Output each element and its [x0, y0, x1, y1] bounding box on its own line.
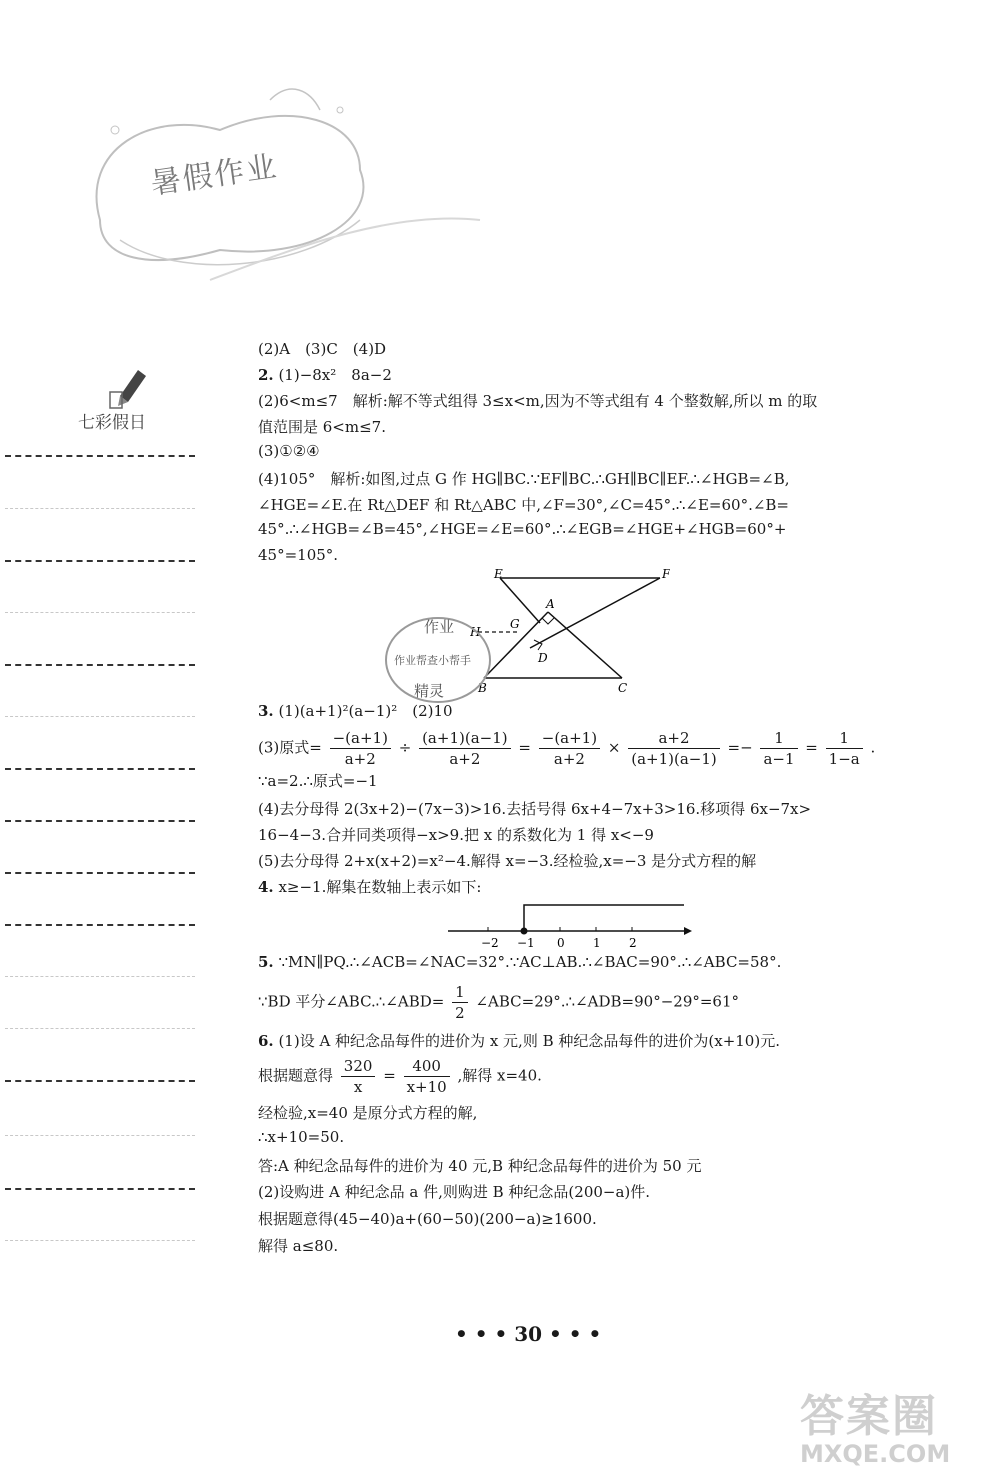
answer-line	[5, 455, 195, 457]
numerator: 320	[341, 1056, 376, 1077]
denominator: a+2	[449, 750, 481, 768]
answer-text: (2)6<m≤7 解析:解不等式组得 3≤x<m,因为不等式组有 4 个整数解,所以 m 的取	[258, 392, 818, 410]
label-H: H	[470, 625, 481, 639]
header-title: 暑假作业	[148, 149, 281, 202]
answer-line	[5, 976, 195, 977]
denominator: 2	[455, 1004, 465, 1022]
fraction	[330, 728, 391, 769]
question-number: 2.	[258, 366, 274, 384]
tick-label: 0	[557, 936, 565, 950]
answer-text: ∵a=2.∴原式=−1	[258, 772, 378, 790]
operator: ×	[607, 738, 621, 757]
numerator: 1	[452, 982, 468, 1003]
question-number: 6.	[258, 1032, 274, 1050]
answer-text	[258, 1030, 780, 1051]
answer-line	[5, 664, 195, 666]
denominator: a+2	[553, 750, 585, 768]
fraction	[341, 1056, 376, 1097]
answer-text: ∠ABC=29°.∴∠ADB=90°−29°=61°	[475, 992, 740, 1011]
label-D: D	[538, 651, 548, 665]
answer-text: (1)−8x² 8a−2	[273, 366, 392, 384]
answer-line	[5, 872, 195, 874]
answer-text: ∵MN∥PQ.∴∠ACB=∠NAC=32°.∵AC⊥AB.∴∠BAC=90°.∴∠ABC=58°.	[273, 953, 782, 971]
right-angle-A	[542, 618, 554, 624]
math-expression	[258, 728, 875, 769]
tick-label: 1	[593, 936, 601, 950]
answer-text: 值范围是 6<m≤7.	[258, 418, 386, 436]
answer-text: ∵BD 平分∠ABC.∴∠ABD=	[258, 992, 445, 1011]
answer-line	[5, 508, 195, 509]
number-line	[448, 893, 698, 953]
fraction	[452, 982, 468, 1023]
label-B: B	[478, 681, 487, 695]
answer-line	[5, 560, 195, 562]
answer-text: 45°.∴∠HGB=∠B=45°,∠HGE=∠E=60°.∴∠EGB=∠HGE+∠HGB=60°+	[258, 520, 787, 538]
answer-text: (2)A (3)C (4)D	[258, 340, 387, 358]
answer-text: (2)设购进 A 种纪念品 a 件,则购进 B 种纪念品(200−a)件.	[258, 1183, 651, 1201]
answer-line	[5, 820, 195, 822]
operator: ÷	[398, 738, 412, 757]
answer-text: 根据题意得(45−40)a+(60−50)(200−a)≥1600.	[258, 1210, 597, 1228]
header-ornament	[60, 70, 500, 300]
segment-ED	[500, 578, 540, 623]
answer-text	[258, 364, 392, 385]
question-number: 3.	[258, 702, 274, 720]
label-C: C	[618, 681, 628, 695]
label-A: A	[546, 597, 555, 611]
denominator: a+2	[344, 750, 376, 768]
watermark-url: MXQE.COM	[800, 1440, 951, 1468]
stamp-text: 精灵	[414, 682, 445, 700]
site-watermark	[800, 1380, 995, 1466]
answer-text: 经检验,x=40 是原分式方程的解,	[258, 1104, 478, 1122]
answer-text: 45°=105°.	[258, 546, 339, 564]
denominator: (a+1)(a−1)	[631, 750, 717, 768]
fraction	[404, 1056, 450, 1097]
answer-text: (5)去分母得 2+x(x+2)=x²−4.解得 x=−3.经检验,x=−3 是分式方程的解	[258, 852, 757, 870]
fraction	[419, 728, 511, 769]
numerator: 1	[826, 728, 863, 749]
stamp-text: 作业帮查小帮手	[394, 654, 471, 667]
answer-text: (1)(a+1)²(a−1)² (2)10	[273, 702, 453, 720]
answer-text: ∠HGE=∠E.在 Rt△DEF 和 Rt△ABC 中,∠F=30°,∠C=45°.∴∠E=60°.∠B=	[258, 496, 789, 514]
answer-line	[5, 1080, 195, 1082]
numerator: −(a+1)	[539, 728, 600, 749]
question-number: 4.	[258, 878, 274, 896]
expression-end: .	[870, 738, 876, 757]
denominator: 1−a	[828, 750, 860, 768]
numerator: (a+1)(a−1)	[419, 728, 511, 749]
denominator: x	[353, 1078, 363, 1096]
operator: =	[383, 1066, 396, 1085]
answer-line	[5, 1135, 195, 1136]
solution-bracket	[524, 905, 684, 931]
answer-text	[258, 700, 453, 721]
answer-line	[5, 924, 195, 926]
numerator: a+2	[628, 728, 720, 749]
math-expression	[258, 1056, 542, 1097]
answer-line	[5, 768, 195, 770]
answer-line	[5, 1028, 195, 1029]
expression-prefix: (3)原式=	[258, 738, 322, 757]
answer-text: (4)去分母得 2(3x+2)−(7x−3)>16.去括号得 6x+4−7x+3>16.移项得 6x−7x>	[258, 800, 812, 818]
label-E: E	[494, 568, 503, 581]
answer-text: 解得 a≤80.	[258, 1237, 339, 1255]
math-expression	[258, 982, 739, 1023]
answer-line	[5, 1240, 195, 1241]
fraction	[628, 728, 720, 769]
stamp-watermark	[382, 610, 494, 710]
answer-text: ,解得 x=40.	[457, 1066, 542, 1085]
stamp-text: 作业	[424, 618, 455, 636]
geometry-figure	[470, 568, 670, 698]
answer-text: 根据题意得	[258, 1066, 334, 1085]
answer-text	[258, 953, 781, 971]
denominator: a−1	[763, 750, 795, 768]
operator: =	[805, 738, 818, 757]
fraction	[760, 728, 797, 769]
sidebar-label: 七彩假日	[78, 413, 146, 433]
operator: =	[518, 738, 531, 757]
tick-label: 2	[629, 936, 637, 950]
answer-line	[5, 716, 195, 717]
label-F: F	[662, 568, 670, 581]
page-number: • • • 30 • • •	[455, 1322, 602, 1346]
answer-text: (1)设 A 种纪念品每件的进价为 x 元,则 B 种纪念品每件的进价为(x+10)元.	[273, 1032, 780, 1050]
tick-label: −1	[517, 936, 535, 950]
denominator: x+10	[406, 1078, 447, 1096]
fraction	[539, 728, 600, 769]
answer-text: (3)①②④	[258, 442, 320, 460]
answer-text: 16−4−3.合并同类项得−x>9.把 x 的系数化为 1 得 x<−9	[258, 826, 654, 844]
answer-text: ∴x+10=50.	[258, 1128, 345, 1146]
operator: =−	[727, 738, 753, 757]
pen-icon	[108, 366, 154, 412]
numerator: −(a+1)	[330, 728, 391, 749]
numerator: 400	[404, 1056, 450, 1077]
solid-point	[521, 928, 528, 935]
question-number: 5.	[258, 953, 274, 971]
label-G: G	[510, 617, 520, 631]
answer-line	[5, 612, 195, 613]
tick-label: −2	[481, 936, 499, 950]
answer-line	[5, 1188, 195, 1190]
arrow-head-icon	[684, 927, 692, 935]
fraction	[826, 728, 863, 769]
answer-text: 答:A 种纪念品每件的进价为 40 元,B 种纪念品每件的进价为 50 元	[258, 1157, 702, 1175]
answer-text: x≥−1.解集在数轴上表示如下:	[273, 878, 482, 896]
answer-text: (4)105° 解析:如图,过点 G 作 HG∥BC.∵EF∥BC.∴GH∥BC∥EF.∴∠HGB=∠B,	[258, 470, 790, 488]
numerator: 1	[760, 728, 797, 749]
segment-AC	[548, 612, 622, 678]
watermark-logo-text: 答案圈	[800, 1391, 938, 1442]
